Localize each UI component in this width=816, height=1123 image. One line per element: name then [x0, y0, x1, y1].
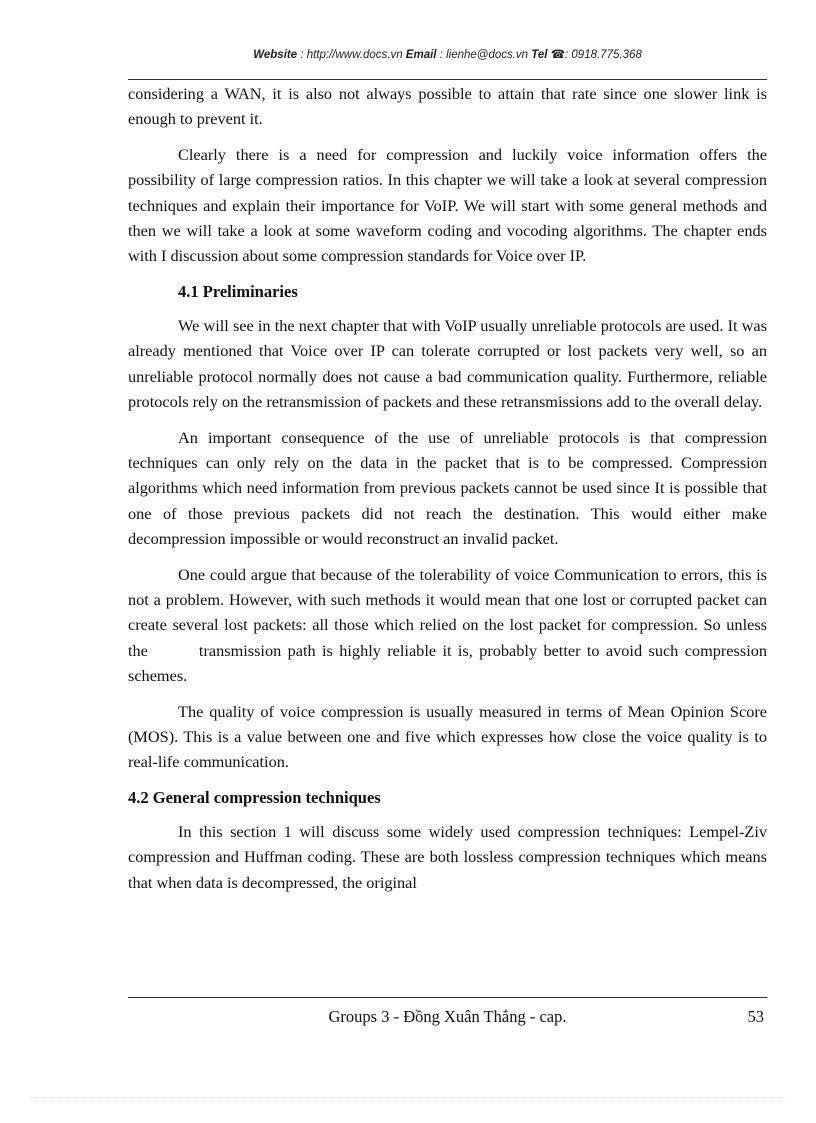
- section-heading-preliminaries: 4.1 Preliminaries: [178, 282, 298, 302]
- paragraph-continuation: considering a WAN, it is also not always possible to attain that rate since one slower link is enough to prevent it.: [128, 84, 767, 129]
- page-body: [128, 81, 772, 906]
- bottom-dotted-line: [30, 1097, 786, 1098]
- tel-value: ☎: 0918.775.368: [550, 49, 642, 61]
- footer-text: Groups 3 - Đồng Xuân Thắng - cap.: [328, 1007, 567, 1026]
- paragraph-argument: One could argue that because of the tolerability of voice Communication to errors, this is not a problem. However, with such methods it would mean that one lost or corrupted packet can create several lost packets: all those which relied on the lost packet for compression. So unless the transmission path is highly reliable it is, probably better to avoid such compression schemes.: [128, 564, 772, 685]
- paragraph-intro: Clearly there is a need for compression and luckily voice information offers the possibility of large compression ratios. In this chapter we will take a look at several compression techniques and explain their importance for VoIP. We will start with some general methods and then we will take a look at some waveform coding and vocoding algorithms. The chapter ends with I discussion about some compression standards for Voice over IP.: [128, 145, 767, 266]
- email-label: Email: [405, 49, 437, 61]
- paragraph-mos: The quality of voice compression is usually measured in terms of Mean Opinion Score (MOS). This is a value between one and five which expresses how close the voice quality is to real-life communication.: [128, 701, 767, 772]
- email-value: : lienhe@docs.vn: [439, 49, 529, 61]
- paragraph-consequence: An important consequence of the use of unreliable protocols is that compression techniques can only rely on the data in the packet that is to be compressed. Compression algorithms which need information from previous packets cannot be used since It is possible that one of those previous packets did not reach the destination. This would either make decompression impossible or would reconstruct an invalid packet.: [128, 427, 767, 548]
- paragraph-techniques: In this section 1 will discuss some widely used compression techniques: Lempel-Ziv compression and Huffman coding. These are both lossless compression techniques which means that when data is decompressed, the original: [128, 822, 767, 892]
- section-heading-general-compression: 4.2 General compression techniques: [128, 788, 381, 808]
- header-divider: [128, 79, 767, 80]
- footer-divider: [128, 997, 767, 998]
- page-header: [128, 47, 767, 61]
- paragraph-unreliable-protocols: We will see in the next chapter that with VoIP usually unreliable protocols are used. It was already mentioned that Voice over IP can tolerate corrupted or lost packets very well, so an unreliable protocol normally does not cause a bad communication quality. Furthermore, reliable protocols rely on the retransmission of packets and these retransmissions add to the overall delay.: [128, 316, 767, 411]
- page-number: 53: [747, 1007, 764, 1026]
- website-label: Website: [253, 49, 298, 61]
- tel-label: Tel: [531, 49, 548, 61]
- website-value: : http://www.docs.vn: [300, 49, 403, 61]
